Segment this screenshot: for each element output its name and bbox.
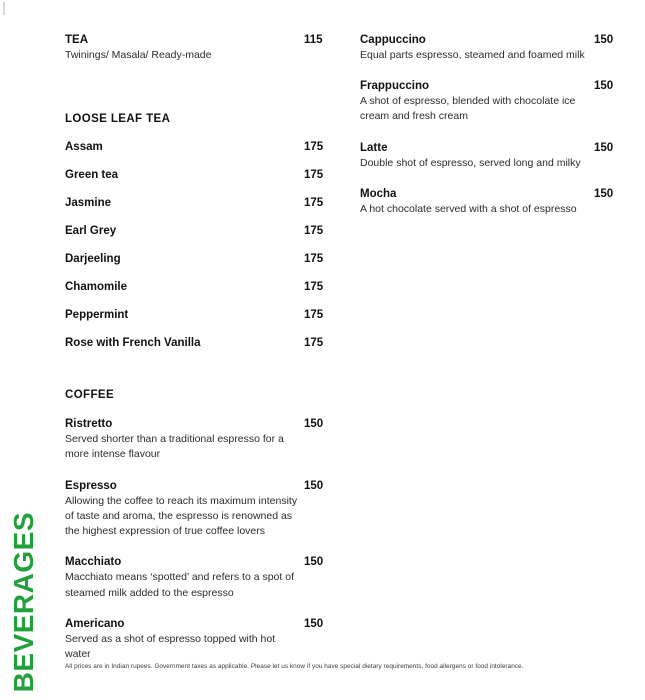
menu-item-assam: [65, 141, 340, 153]
menu-item-ristretto: [65, 418, 340, 462]
menu-item-description: Served shorter than a traditional espresso for a more intense flavour: [65, 433, 284, 461]
left-column: [65, 34, 340, 662]
menu-item-name: TEA: [65, 34, 88, 46]
menu-item-description: Served as a shot of espresso topped with hot water: [65, 632, 276, 660]
menu-item-price: 175: [304, 169, 324, 182]
menu-item-row: [65, 480, 340, 492]
menu-item-description: Allowing the coffee to reach its maximum intensity of taste and aroma, the espresso is renowned as the highest expression of true coffee lovers: [65, 494, 298, 538]
section-side-label-text: BEVERAGES: [8, 511, 39, 692]
menu-item-name: Mocha: [360, 187, 397, 200]
menu-item-price: 175: [304, 337, 324, 350]
menu-item-price: 150: [594, 34, 614, 46]
menu-item-row: [65, 418, 340, 430]
menu-item-frappuccino: [360, 80, 628, 124]
menu-item-description: Double shot of espresso, served long and milky: [360, 156, 581, 169]
footer-disclaimer: All prices are in Indian rupees. Government taxes as applicable. Please let us know if you have special dietary requirements, food allergens or food intolerance.: [65, 663, 524, 670]
menu-item-row: [65, 556, 340, 568]
menu-item-price: 150: [304, 479, 324, 492]
menu-item-row: [360, 80, 628, 92]
menu-item-jasmine: [65, 197, 340, 209]
menu-item-row: [65, 253, 340, 265]
menu-item-price: 175: [304, 309, 324, 322]
menu-item-row: [65, 225, 340, 237]
menu-item-darjeeling: [65, 253, 340, 265]
menu-item-row: [65, 337, 340, 349]
menu-item-name: Peppermint: [65, 309, 129, 322]
section-heading-loose-leaf-tea: LOOSE LEAF TEA: [65, 113, 171, 126]
menu-item-price: 150: [594, 187, 614, 200]
menu-item-name: Espresso: [65, 479, 117, 492]
menu-item-latte: [360, 142, 628, 171]
menu-item-row: [65, 34, 340, 46]
menu-item-price: 175: [304, 253, 324, 266]
menu-item-row: [65, 309, 340, 321]
menu-item-row: [65, 281, 340, 293]
menu-item-peppermint: [65, 309, 340, 321]
menu-item-americano: [65, 618, 340, 662]
menu-item-row: [65, 141, 340, 153]
menu-item-name: Earl Grey: [65, 225, 117, 238]
menu-item-row: [65, 197, 340, 209]
menu-item-price: 115: [304, 34, 323, 46]
menu-item-description: Twinings/ Masala/ Ready-made: [65, 49, 212, 61]
menu-item-price: 150: [304, 556, 324, 569]
menu-item-espresso: [65, 480, 340, 540]
menu-item-description: Macchiato means ‘spotted’ and refers to a spot of steamed milk added to the espresso: [65, 571, 294, 599]
menu-item-price: 150: [594, 80, 614, 93]
menu-item-name: Americano: [65, 617, 125, 630]
menu-item-description: A hot chocolate served with a shot of espresso: [360, 202, 577, 215]
menu-item-row: [65, 169, 340, 181]
menu-item-price: 175: [304, 281, 324, 294]
menu-item-name: Frappuccino: [360, 80, 430, 93]
right-column: [360, 34, 628, 217]
menu-item-name: Assam: [65, 141, 103, 154]
menu-item-description: Equal parts espresso, steamed and foamed milk: [360, 49, 585, 61]
menu-item-earl-grey: [65, 225, 340, 237]
menu-item-price: 150: [304, 617, 324, 630]
menu-item-row: [65, 618, 340, 630]
menu-item-rose-with-french-vanilla: [65, 337, 340, 349]
menu-item-name: Chamomile: [65, 281, 127, 294]
menu-item-price: 175: [304, 197, 324, 210]
menu-item-name: Green tea: [65, 169, 119, 182]
menu-item-macchiato: [65, 556, 340, 600]
menu-item-name: Darjeeling: [65, 253, 121, 266]
menu-item-name: Ristretto: [65, 418, 113, 431]
menu-item-description: A shot of espresso, blended with chocolate ice cream and fresh cream: [360, 95, 576, 123]
menu-item-tea: [65, 34, 340, 63]
menu-item-row: [360, 142, 628, 154]
section-heading-coffee: COFFEE: [65, 389, 115, 402]
menu-item-row: [360, 188, 628, 200]
menu-item-name: Jasmine: [65, 197, 112, 210]
menu-item-price: 175: [304, 225, 324, 238]
menu-item-name: Cappuccino: [360, 34, 426, 46]
menu-item-price: 175: [304, 141, 324, 154]
menu-item-price: 150: [594, 141, 614, 154]
menu-item-row: [360, 34, 628, 46]
menu-item-chamomile: [65, 281, 340, 293]
menu-item-mocha: [360, 188, 628, 217]
menu-item-green-tea: [65, 169, 340, 181]
section-side-label: [4, 492, 44, 692]
menu-item-cappuccino: [360, 34, 628, 63]
menu-item-name: Latte: [360, 141, 388, 154]
menu-item-name: Macchiato: [65, 556, 122, 569]
menu-item-name: Rose with French Vanilla: [65, 337, 201, 350]
menu-item-price: 150: [304, 418, 324, 431]
